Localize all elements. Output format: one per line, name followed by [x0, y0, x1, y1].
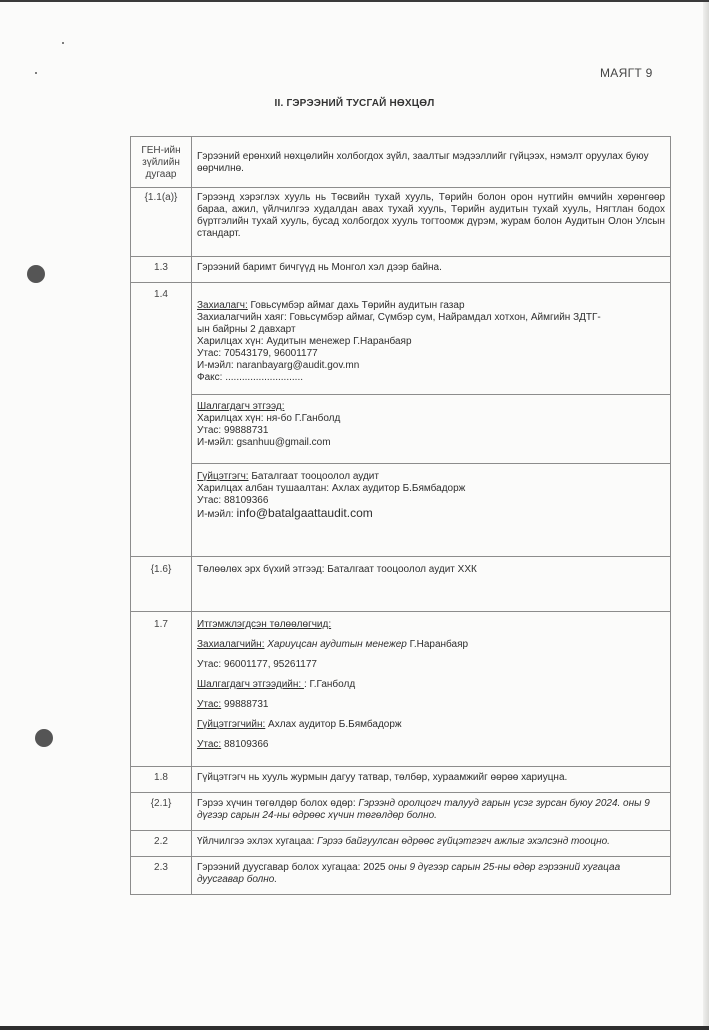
buyer-block	[192, 395, 670, 464]
client-fax: Факс: ............................	[197, 372, 304, 383]
start-date-text: Гэрээ байгуулсан өдрөөс гүйцэтгэгч ажлыг эхэлсэнд тооцно.	[317, 836, 610, 847]
effective-date-label: Гэрээ хүчин төгөлдөр болох өдөр:	[197, 798, 359, 809]
speck	[62, 42, 64, 44]
buyer-phone: Утас: 99888731	[197, 425, 269, 436]
row-number: 1.7	[131, 612, 192, 767]
rep-supplier-name: Ахлах аудитор Б.Бямбадорж	[265, 719, 402, 730]
buyer-label: Шалгагдагч этгээд:	[197, 401, 285, 412]
rep-client-label: Захиалагчийн:	[197, 639, 265, 650]
effective-date-text: Гэрээнд оролцогч талууд гарын үсэг зурсан буюу 2024. оны 9 дүгээр сарын 24-ны өдрөөс хүчин төгөлдөр болно.	[197, 798, 650, 821]
supplier-contact: Харилцах албан тушаалтан: Ахлах аудитор Б.Бямбадорж	[197, 483, 466, 494]
supplier-email-label: И-мэйл:	[197, 509, 237, 520]
header-text-cell: Гэрээний ерөнхий нөхцөлийн холбогдох зүйл, заалтыг мэдээллийг гүйцээх, нэмэлт оруулах буюу өөрчилнө.	[192, 137, 671, 188]
header-number-cell: ГЕН-ийн зүйлийн дугаар	[131, 137, 192, 188]
row-number: {1.1(a)}	[131, 188, 192, 257]
client-block	[192, 283, 670, 395]
parties-cell	[192, 283, 671, 557]
row-text	[192, 793, 671, 831]
row-number: {1.6}	[131, 557, 192, 612]
rep-supplier-phone: 88109366	[221, 739, 269, 750]
rep-supplier-label: Гүйцэтгэгчийн:	[197, 719, 266, 730]
row-number: 1.8	[131, 767, 192, 793]
rep-buyer-name: : Г.Ганболд	[303, 679, 356, 690]
row-text: Гэрээний баримт бичгүүд нь Монгол хэл дээр байна.	[192, 257, 671, 283]
client-address-line2: ын байрны 2 давхарт	[197, 324, 296, 335]
end-date-label: Гэрээний дуусгавар болох хугацаа: 2025	[197, 862, 389, 873]
row-number: 2.2	[131, 831, 192, 857]
row-text	[192, 831, 671, 857]
client-name: Говьсүмбэр аймаг дахь Төрийн аудитын газар	[247, 300, 465, 311]
rep-client-phone: Утас: 96001177, 95261177	[197, 659, 317, 670]
client-email: И-мэйл: naranbayarg@audit.gov.mn	[197, 360, 360, 371]
rep-supplier-phone-label: Утас:	[197, 739, 222, 750]
client-label: Захиалагч:	[197, 300, 248, 311]
end-date-text: оны 9 дүгээр сарын 25-ны өдөр гэрээний хугацаа дуусгавар болно.	[197, 862, 621, 885]
rep-client-name: Г.Наранбаяр	[406, 639, 469, 650]
client-address-line1: Захиалагчийн хаяг: Говьсүмбэр аймаг, Сүмбэр сум, Найрамдал хотхон, Аймгийн ЗДТГ-	[197, 312, 601, 323]
rep-buyer-phone: 99888731	[221, 699, 269, 710]
representatives-heading: Итгэмжлэгдсэн төлөөлөгчид:	[197, 619, 332, 630]
rep-buyer-phone-label: Утас:	[197, 699, 222, 710]
page-title: II. ГЭРЭЭНИЙ ТУСГАЙ НӨХЦӨЛ	[274, 98, 435, 109]
supplier-phone: Утас: 88109366	[197, 495, 269, 506]
table-row	[131, 188, 671, 257]
buyer-email: И-мэйл: gsanhuu@gmail.com	[197, 437, 331, 448]
punch-hole-top	[27, 265, 45, 283]
table-row	[131, 257, 671, 283]
supplier-name: Баталгаат тооцоолол аудит	[248, 471, 379, 482]
row-number: 1.3	[131, 257, 192, 283]
punch-hole-bottom	[35, 729, 53, 747]
table-row	[131, 283, 671, 557]
row-text: Гүйцэтгэгч нь хууль журмын дагуу татвар, төлбөр, хураамжийг өөрөө хариуцна.	[192, 767, 671, 793]
supplier-label: Гүйцэтгэгч:	[197, 471, 249, 482]
client-contact: Харилцах хүн: Аудитын менежер Г.Наранбаяр	[197, 336, 412, 347]
rep-buyer-label: Шалгагдагч этгээдийн:	[197, 679, 304, 690]
table-row	[131, 793, 671, 831]
table-row	[131, 767, 671, 793]
speck	[35, 72, 37, 74]
row-text: Төлөөлөх эрх бүхий этгээд: Баталгаат тооцоолол аудит ХХК	[192, 557, 671, 612]
row-number: 1.4	[131, 283, 192, 557]
representatives-cell	[192, 612, 671, 767]
table-row	[131, 137, 671, 188]
supplier-block	[197, 464, 665, 521]
row-text	[192, 857, 671, 895]
table-row	[131, 831, 671, 857]
client-phone: Утас: 70543179, 96001177	[197, 348, 318, 359]
annex-label: МАЯГТ 9	[600, 66, 653, 80]
table-row	[131, 557, 671, 612]
row-number: 2.3	[131, 857, 192, 895]
rep-client-role: Хариуцсан аудитын менежер	[264, 639, 407, 650]
table-row	[131, 612, 671, 767]
special-conditions-table	[130, 136, 671, 895]
row-text: Гэрээнд хэрэглэх хууль нь Төсвийн тухай хууль, Төрийн болон орон нутгийн өмчийн хөрөнгөөр бараа, ажил, үйлчилгээ худалдан авах тухай хууль, Төрийн аудитын тухай хууль, Нягтлан бодох бүртгэлийн тухай хууль, бусад холбогдох хууль тогтоомж дүрэм, журам болон Аудитын Олон Улсын стандарт.	[192, 188, 671, 257]
table-row	[131, 857, 671, 895]
supplier-email: info@batalgaattaudit.com	[236, 506, 373, 520]
row-number: {2.1}	[131, 793, 192, 831]
start-date-label: Үйлчилгээ эхлэх хугацаа:	[197, 836, 318, 847]
buyer-contact: Харилцах хүн: ня-бо Г.Ганболд	[197, 413, 341, 424]
